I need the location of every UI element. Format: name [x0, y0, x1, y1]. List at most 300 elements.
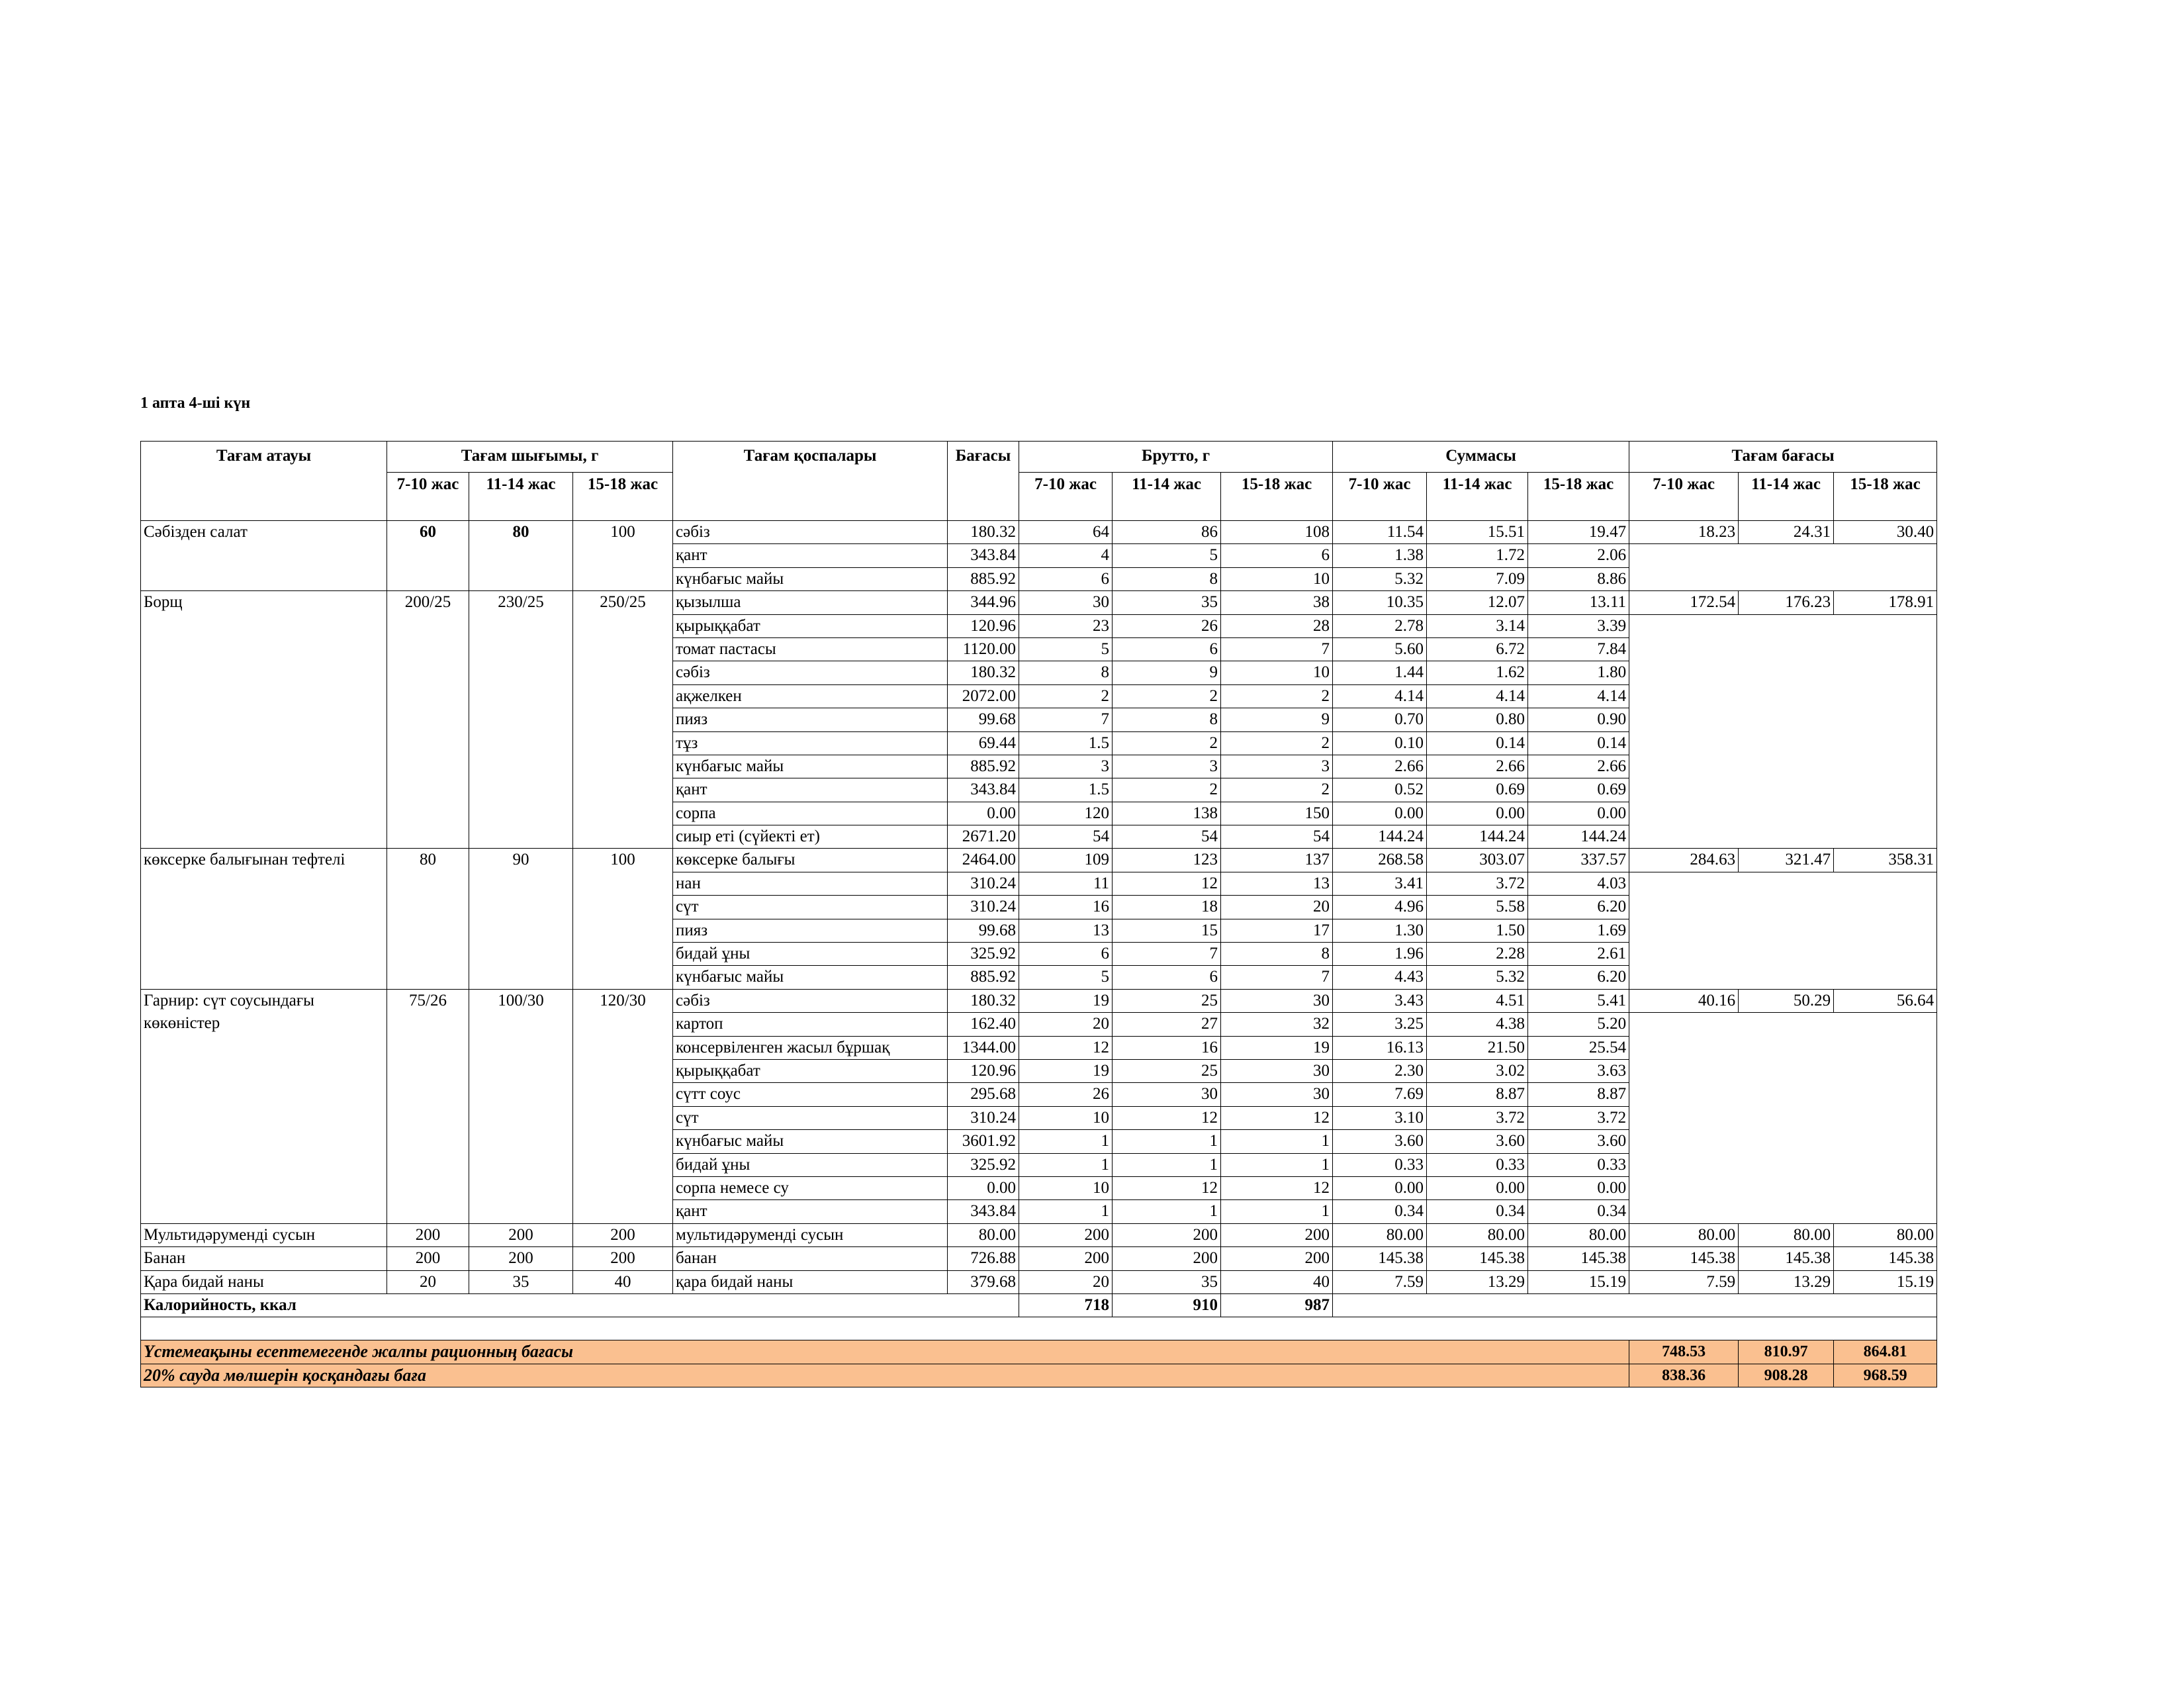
ingredient-name: сүт: [673, 896, 948, 919]
ingredient-price: 343.84: [948, 1200, 1019, 1223]
header-dish-price: Тағам бағасы: [1629, 442, 1937, 473]
brutto-value: 5: [1019, 637, 1113, 661]
spacer-cell: [141, 1317, 1937, 1340]
sum-value: 80.00: [1427, 1223, 1528, 1246]
total-row: [141, 1364, 1937, 1387]
page-title: 1 апта 4-ші күн: [140, 395, 251, 412]
header-sum: Суммасы: [1333, 442, 1629, 473]
sum-value: 2.66: [1333, 755, 1427, 778]
brutto-value: 3: [1221, 755, 1333, 778]
ingredient-price: 2072.00: [948, 684, 1019, 708]
brutto-value: 1: [1221, 1200, 1333, 1223]
ingredient-name: қызылша: [673, 591, 948, 614]
sum-value: 3.72: [1528, 1106, 1629, 1129]
dish-name: көксерке балығынан тефтелі: [141, 849, 387, 989]
brutto-value: 1.5: [1019, 778, 1113, 802]
brutto-value: 2: [1221, 778, 1333, 802]
dish-output: 80: [469, 521, 573, 591]
ingredient-price: 885.92: [948, 755, 1019, 778]
brutto-value: 28: [1221, 614, 1333, 637]
ingredient-name: сәбіз: [673, 661, 948, 684]
ingredient-name: қырыққабат: [673, 614, 948, 637]
brutto-value: 1: [1113, 1130, 1221, 1153]
ingredient-price: 0.00: [948, 1176, 1019, 1199]
sum-value: 3.25: [1333, 1013, 1427, 1036]
brutto-value: 12: [1221, 1106, 1333, 1129]
total-label: Үстемеақыны есептемегенде жалпы рационның бағасы: [141, 1340, 1629, 1364]
sum-value: 0.34: [1528, 1200, 1629, 1223]
dish-price-value: 18.23: [1629, 521, 1739, 544]
sum-value: 13.11: [1528, 591, 1629, 614]
ingredient-name: қант: [673, 778, 948, 802]
sum-value: 0.69: [1528, 778, 1629, 802]
sum-value: 5.32: [1333, 567, 1427, 590]
sum-value: 4.03: [1528, 872, 1629, 895]
sum-value: 3.02: [1427, 1059, 1528, 1082]
sum-value: 303.07: [1427, 849, 1528, 872]
header-output: Тағам шығымы, г: [387, 442, 673, 473]
spacer-row: [141, 1317, 1937, 1340]
sum-value: 145.38: [1333, 1247, 1427, 1270]
dish-price-blank: [1629, 1013, 1937, 1224]
calories-blank: [1333, 1293, 1937, 1317]
sum-value: 4.51: [1427, 989, 1528, 1012]
brutto-value: 30: [1113, 1083, 1221, 1106]
ingredient-name: сәбіз: [673, 521, 948, 544]
brutto-value: 26: [1113, 614, 1221, 637]
ingredient-name: қара бидай наны: [673, 1270, 948, 1293]
ingredient-name: күнбағыс майы: [673, 567, 948, 590]
header-age: 11-14 жас: [1113, 473, 1221, 521]
sum-value: 3.63: [1528, 1059, 1629, 1082]
dish-price-blank: [1629, 614, 1937, 849]
ingredient-price: 99.68: [948, 708, 1019, 731]
brutto-value: 7: [1019, 708, 1113, 731]
sum-value: 1.69: [1528, 919, 1629, 942]
dish-output: 200: [387, 1223, 469, 1246]
dish-price-value: 50.29: [1739, 989, 1834, 1012]
sum-value: 3.60: [1528, 1130, 1629, 1153]
ingredient-price: 0.00: [948, 802, 1019, 825]
ingredient-price: 310.24: [948, 896, 1019, 919]
sum-value: 5.58: [1427, 896, 1528, 919]
total-label: 20% сауда мөлшерін қосқандағы баға: [141, 1364, 1629, 1387]
sum-value: 3.41: [1333, 872, 1427, 895]
sum-value: 7.84: [1528, 637, 1629, 661]
brutto-value: 200: [1019, 1223, 1113, 1246]
header-brutto: Брутто, г: [1019, 442, 1333, 473]
total-value: 968.59: [1834, 1364, 1937, 1387]
sum-value: 1.62: [1427, 661, 1528, 684]
sum-value: 268.58: [1333, 849, 1427, 872]
brutto-value: 2: [1221, 684, 1333, 708]
brutto-value: 2: [1113, 684, 1221, 708]
ingredient-name: мультидәруменді сусын: [673, 1223, 948, 1246]
brutto-value: 54: [1221, 825, 1333, 849]
calories-value: 910: [1113, 1293, 1221, 1317]
sum-value: 0.34: [1333, 1200, 1427, 1223]
brutto-value: 6: [1019, 567, 1113, 590]
brutto-value: 38: [1221, 591, 1333, 614]
ingredient-price: 885.92: [948, 966, 1019, 989]
sum-value: 12.07: [1427, 591, 1528, 614]
ingredient-name: көксерке балығы: [673, 849, 948, 872]
dish-output: 200: [573, 1223, 673, 1246]
sum-value: 1.44: [1333, 661, 1427, 684]
sum-value: 4.43: [1333, 966, 1427, 989]
brutto-value: 19: [1221, 1036, 1333, 1059]
dish-price-value: 80.00: [1629, 1223, 1739, 1246]
brutto-value: 30: [1221, 989, 1333, 1012]
sum-value: 2.78: [1333, 614, 1427, 637]
ingredient-price: 310.24: [948, 1106, 1019, 1129]
sum-value: 13.29: [1427, 1270, 1528, 1293]
ingredient-price: 343.84: [948, 544, 1019, 567]
ingredient-name: қант: [673, 544, 948, 567]
brutto-value: 10: [1221, 661, 1333, 684]
header-age: 11-14 жас: [469, 473, 573, 521]
sum-value: 4.14: [1333, 684, 1427, 708]
ingredient-price: 1344.00: [948, 1036, 1019, 1059]
dish-name: Банан: [141, 1247, 387, 1270]
ingredient-name: сәбіз: [673, 989, 948, 1012]
brutto-value: 120: [1019, 802, 1113, 825]
sum-value: 2.66: [1427, 755, 1528, 778]
header-age: 7-10 жас: [1629, 473, 1739, 521]
sum-value: 1.30: [1333, 919, 1427, 942]
brutto-value: 1: [1019, 1130, 1113, 1153]
sum-value: 4.14: [1528, 684, 1629, 708]
ingredient-row: [141, 1223, 1937, 1246]
ingredient-price: 885.92: [948, 567, 1019, 590]
ingredient-price: 80.00: [948, 1223, 1019, 1246]
total-value: 838.36: [1629, 1364, 1739, 1387]
sum-value: 1.72: [1427, 544, 1528, 567]
dish-price-value: 178.91: [1834, 591, 1937, 614]
ingredient-name: нан: [673, 872, 948, 895]
sum-value: 144.24: [1528, 825, 1629, 849]
dish-name: Сәбізден салат: [141, 521, 387, 591]
ingredient-price: 344.96: [948, 591, 1019, 614]
brutto-value: 40: [1221, 1270, 1333, 1293]
sum-value: 8.87: [1528, 1083, 1629, 1106]
sum-value: 0.00: [1528, 802, 1629, 825]
sum-value: 10.35: [1333, 591, 1427, 614]
sum-value: 0.33: [1333, 1153, 1427, 1176]
header-age: 15-18 жас: [1528, 473, 1629, 521]
ingredient-name: сүт: [673, 1106, 948, 1129]
brutto-value: 13: [1221, 872, 1333, 895]
brutto-value: 23: [1019, 614, 1113, 637]
dish-output: 100: [573, 521, 673, 591]
sum-value: 8.87: [1427, 1083, 1528, 1106]
sum-value: 1.96: [1333, 943, 1427, 966]
header-age: 11-14 жас: [1739, 473, 1834, 521]
dish-price-value: 321.47: [1739, 849, 1834, 872]
ingredient-row: [141, 989, 1937, 1012]
dish-output: 80: [387, 849, 469, 989]
brutto-value: 6: [1113, 637, 1221, 661]
dish-price-blank: [1629, 544, 1937, 591]
ingredient-price: 69.44: [948, 731, 1019, 755]
brutto-value: 1: [1019, 1153, 1113, 1176]
ingredient-price: 162.40: [948, 1013, 1019, 1036]
brutto-value: 12: [1113, 1106, 1221, 1129]
header-dish: Тағам атауы: [141, 442, 387, 521]
brutto-value: 1.5: [1019, 731, 1113, 755]
brutto-value: 200: [1113, 1223, 1221, 1246]
sum-value: 2.66: [1528, 755, 1629, 778]
dish-price-value: 145.38: [1629, 1247, 1739, 1270]
dish-output: 200/25: [387, 591, 469, 849]
brutto-value: 8: [1113, 708, 1221, 731]
header-row-ages: [141, 473, 1937, 521]
brutto-value: 12: [1113, 872, 1221, 895]
sum-value: 3.60: [1427, 1130, 1528, 1153]
dish-output: 20: [387, 1270, 469, 1293]
sum-value: 1.80: [1528, 661, 1629, 684]
brutto-value: 7: [1113, 943, 1221, 966]
dish-output: 200: [387, 1247, 469, 1270]
ingredient-price: 99.68: [948, 919, 1019, 942]
brutto-value: 8: [1221, 943, 1333, 966]
ingredient-price: 343.84: [948, 778, 1019, 802]
brutto-value: 16: [1113, 1036, 1221, 1059]
brutto-value: 54: [1113, 825, 1221, 849]
brutto-value: 12: [1113, 1176, 1221, 1199]
dish-price-value: 284.63: [1629, 849, 1739, 872]
brutto-value: 20: [1019, 1270, 1113, 1293]
brutto-value: 108: [1221, 521, 1333, 544]
header-age: 11-14 жас: [1427, 473, 1528, 521]
brutto-value: 1: [1019, 1200, 1113, 1223]
brutto-value: 32: [1221, 1013, 1333, 1036]
dish-output: 230/25: [469, 591, 573, 849]
sum-value: 3.60: [1333, 1130, 1427, 1153]
calories-value: 987: [1221, 1293, 1333, 1317]
sum-value: 145.38: [1528, 1247, 1629, 1270]
sum-value: 6.20: [1528, 966, 1629, 989]
ingredient-name: картоп: [673, 1013, 948, 1036]
ingredient-price: 726.88: [948, 1247, 1019, 1270]
brutto-value: 6: [1221, 544, 1333, 567]
brutto-value: 200: [1221, 1247, 1333, 1270]
sum-value: 7.69: [1333, 1083, 1427, 1106]
dish-price-value: 7.59: [1629, 1270, 1739, 1293]
sum-value: 0.00: [1333, 1176, 1427, 1199]
dish-price-value: 24.31: [1739, 521, 1834, 544]
brutto-value: 25: [1113, 1059, 1221, 1082]
brutto-value: 1: [1221, 1153, 1333, 1176]
sum-value: 0.14: [1528, 731, 1629, 755]
sum-value: 4.38: [1427, 1013, 1528, 1036]
total-value: 748.53: [1629, 1340, 1739, 1364]
brutto-value: 5: [1019, 966, 1113, 989]
sum-value: 3.43: [1333, 989, 1427, 1012]
sum-value: 1.38: [1333, 544, 1427, 567]
ingredient-name: күнбағыс майы: [673, 1130, 948, 1153]
ingredient-name: банан: [673, 1247, 948, 1270]
ingredient-price: 379.68: [948, 1270, 1019, 1293]
brutto-value: 200: [1113, 1247, 1221, 1270]
brutto-value: 25: [1113, 989, 1221, 1012]
sum-value: 80.00: [1528, 1223, 1629, 1246]
brutto-value: 30: [1019, 591, 1113, 614]
ingredient-name: қант: [673, 1200, 948, 1223]
dish-output: 100/30: [469, 989, 573, 1223]
brutto-value: 86: [1113, 521, 1221, 544]
brutto-value: 1: [1221, 1130, 1333, 1153]
header-age: 7-10 жас: [1019, 473, 1113, 521]
brutto-value: 3: [1019, 755, 1113, 778]
total-value: 908.28: [1739, 1364, 1834, 1387]
brutto-value: 20: [1019, 1013, 1113, 1036]
sum-value: 3.14: [1427, 614, 1528, 637]
dish-price-blank: [1629, 872, 1937, 989]
dish-output: 200: [469, 1247, 573, 1270]
dish-output: 200: [573, 1247, 673, 1270]
brutto-value: 54: [1019, 825, 1113, 849]
sum-value: 144.24: [1427, 825, 1528, 849]
sum-value: 21.50: [1427, 1036, 1528, 1059]
dish-price-value: 172.54: [1629, 591, 1739, 614]
brutto-value: 27: [1113, 1013, 1221, 1036]
menu-table: [140, 441, 1937, 1387]
dish-output: 35: [469, 1270, 573, 1293]
brutto-value: 19: [1019, 989, 1113, 1012]
sum-value: 3.72: [1427, 1106, 1528, 1129]
brutto-value: 10: [1019, 1106, 1113, 1129]
sum-value: 16.13: [1333, 1036, 1427, 1059]
ingredient-name: консервіленген жасыл бұршақ: [673, 1036, 948, 1059]
ingredient-name: ақжелкен: [673, 684, 948, 708]
brutto-value: 35: [1113, 1270, 1221, 1293]
sum-value: 4.14: [1427, 684, 1528, 708]
sum-value: 25.54: [1528, 1036, 1629, 1059]
menu-body: [141, 521, 1937, 1387]
brutto-value: 8: [1113, 567, 1221, 590]
ingredient-name: сорпа немесе су: [673, 1176, 948, 1199]
sum-value: 80.00: [1333, 1223, 1427, 1246]
ingredient-row: [141, 521, 1937, 544]
dish-output: 40: [573, 1270, 673, 1293]
brutto-value: 35: [1113, 591, 1221, 614]
brutto-value: 200: [1019, 1247, 1113, 1270]
dish-name: Борщ: [141, 591, 387, 849]
dish-output: 60: [387, 521, 469, 591]
ingredient-name: пияз: [673, 919, 948, 942]
sum-value: 0.52: [1333, 778, 1427, 802]
dish-name: Гарнир: сүт соусындағы көкөністер: [141, 989, 387, 1223]
brutto-value: 9: [1221, 708, 1333, 731]
brutto-value: 2: [1113, 731, 1221, 755]
dish-price-value: 80.00: [1834, 1223, 1937, 1246]
brutto-value: 150: [1221, 802, 1333, 825]
sum-value: 7.09: [1427, 567, 1528, 590]
ingredient-price: 180.32: [948, 989, 1019, 1012]
ingredient-price: 120.96: [948, 1059, 1019, 1082]
brutto-value: 123: [1113, 849, 1221, 872]
ingredient-price: 325.92: [948, 943, 1019, 966]
sum-value: 8.86: [1528, 567, 1629, 590]
sum-value: 19.47: [1528, 521, 1629, 544]
ingredient-row: [141, 1270, 1937, 1293]
sum-value: 0.80: [1427, 708, 1528, 731]
header-ingredients: Тағам қоспалары: [673, 442, 948, 521]
brutto-value: 3: [1113, 755, 1221, 778]
brutto-value: 15: [1113, 919, 1221, 942]
dish-output: 75/26: [387, 989, 469, 1223]
ingredient-price: 120.96: [948, 614, 1019, 637]
sum-value: 2.61: [1528, 943, 1629, 966]
brutto-value: 18: [1113, 896, 1221, 919]
dish-output: 250/25: [573, 591, 673, 849]
header-age: 7-10 жас: [387, 473, 469, 521]
ingredient-price: 1120.00: [948, 637, 1019, 661]
sum-value: 3.39: [1528, 614, 1629, 637]
dish-price-value: 30.40: [1834, 521, 1937, 544]
brutto-value: 12: [1019, 1036, 1113, 1059]
brutto-value: 30: [1221, 1059, 1333, 1082]
header-age: 15-18 жас: [1221, 473, 1333, 521]
brutto-value: 30: [1221, 1083, 1333, 1106]
sum-value: 2.06: [1528, 544, 1629, 567]
brutto-value: 137: [1221, 849, 1333, 872]
brutto-value: 109: [1019, 849, 1113, 872]
sum-value: 5.32: [1427, 966, 1528, 989]
sum-value: 15.19: [1528, 1270, 1629, 1293]
brutto-value: 200: [1221, 1223, 1333, 1246]
header-price: Бағасы: [948, 442, 1019, 521]
brutto-value: 2: [1113, 778, 1221, 802]
sum-value: 2.28: [1427, 943, 1528, 966]
calories-row: [141, 1293, 1937, 1317]
calories-value: 718: [1019, 1293, 1113, 1317]
dish-output: 90: [469, 849, 573, 989]
brutto-value: 16: [1019, 896, 1113, 919]
sum-value: 0.14: [1427, 731, 1528, 755]
sum-value: 3.10: [1333, 1106, 1427, 1129]
brutto-value: 1: [1113, 1200, 1221, 1223]
sum-value: 337.57: [1528, 849, 1629, 872]
brutto-value: 11: [1019, 872, 1113, 895]
sum-value: 0.00: [1427, 1176, 1528, 1199]
sum-value: 6.20: [1528, 896, 1629, 919]
brutto-value: 1: [1113, 1153, 1221, 1176]
dish-name: Мультидәруменді сусын: [141, 1223, 387, 1246]
brutto-value: 4: [1019, 544, 1113, 567]
header-age: 15-18 жас: [1834, 473, 1937, 521]
ingredient-price: 295.68: [948, 1083, 1019, 1106]
ingredient-price: 180.32: [948, 661, 1019, 684]
sum-value: 0.00: [1528, 1176, 1629, 1199]
dish-name: Қара бидай наны: [141, 1270, 387, 1293]
sum-value: 15.51: [1427, 521, 1528, 544]
dish-price-value: 13.29: [1739, 1270, 1834, 1293]
calories-label: Калорийность, ккал: [141, 1293, 1019, 1317]
dish-price-value: 80.00: [1739, 1223, 1834, 1246]
brutto-value: 7: [1221, 637, 1333, 661]
sum-value: 0.10: [1333, 731, 1427, 755]
ingredient-name: сорпа: [673, 802, 948, 825]
total-row: [141, 1340, 1937, 1364]
ingredient-name: бидай ұны: [673, 1153, 948, 1176]
brutto-value: 26: [1019, 1083, 1113, 1106]
ingredient-row: [141, 1247, 1937, 1270]
ingredient-name: күнбағыс майы: [673, 755, 948, 778]
brutto-value: 6: [1019, 943, 1113, 966]
brutto-value: 20: [1221, 896, 1333, 919]
